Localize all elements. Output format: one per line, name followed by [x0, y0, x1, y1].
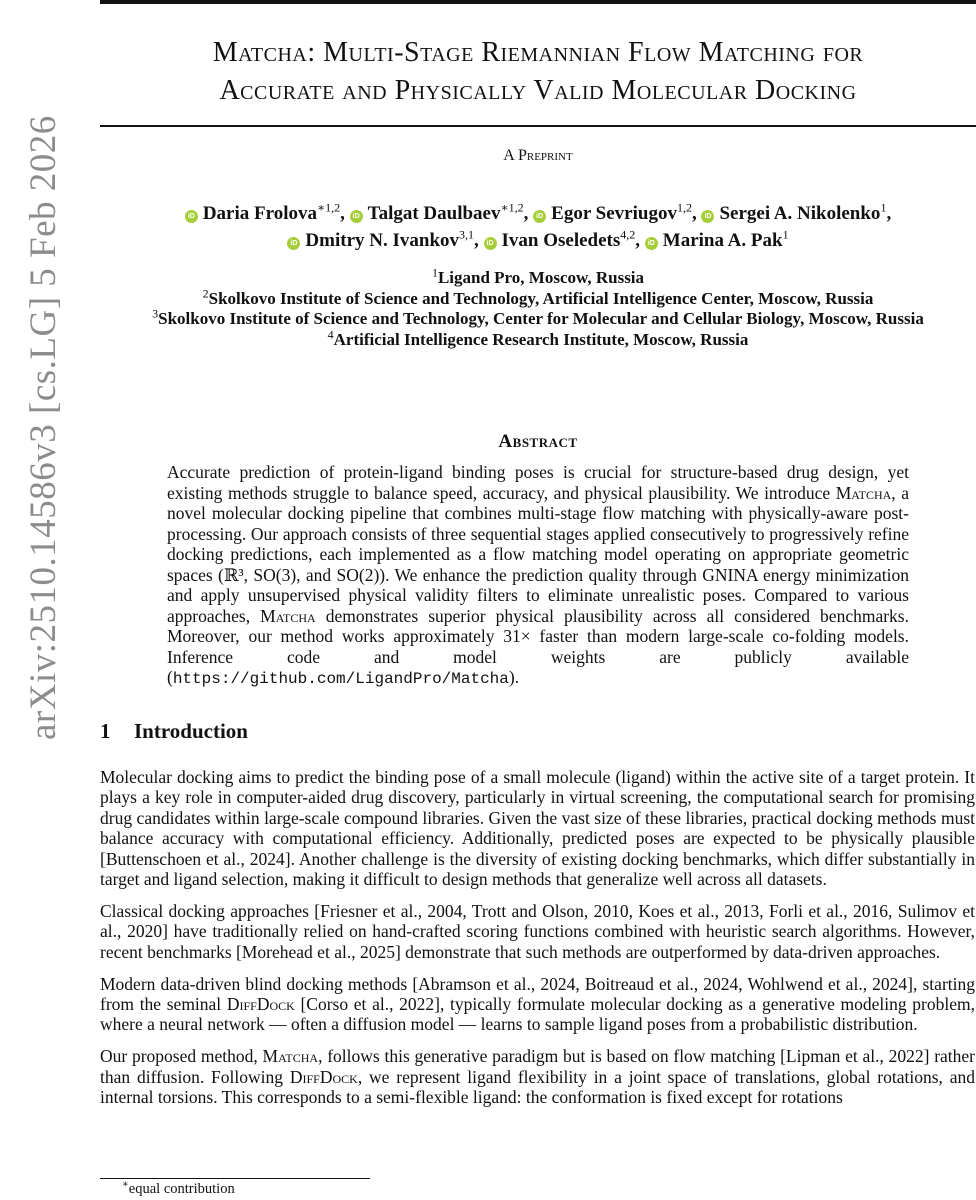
author	[350, 200, 529, 224]
affiliation-text: Ligand Pro, Moscow, Russia	[437, 268, 645, 287]
abstract-text	[167, 462, 909, 690]
orcid-icon[interactable]: iD	[533, 210, 546, 223]
title-top-rule	[100, 0, 976, 4]
author-line-2	[100, 227, 976, 254]
author-affiliation: 3,1	[459, 227, 475, 242]
author	[484, 227, 641, 251]
author-name: Ivan Oseledets	[501, 230, 621, 251]
section-title: Introduction	[134, 719, 248, 743]
author-name: Talgat Daulbaev	[367, 203, 501, 224]
method-name: Matcha	[260, 605, 316, 626]
footnote-rule	[100, 1178, 370, 1179]
paragraph	[100, 1046, 975, 1107]
affiliation-number: 1	[431, 265, 438, 280]
author-separator: ,	[691, 203, 697, 224]
author-separator: ,	[340, 203, 345, 224]
affiliation	[100, 306, 976, 330]
author-name: Egor Sevriugov	[551, 203, 677, 224]
author-separator: ,	[474, 230, 479, 251]
orcid-icon[interactable]: iD	[701, 210, 714, 223]
paragraph-part: , follows this generative paradigm but is based on flow matching [Lipman et al., 2022] rather than diffusion. Following	[100, 1046, 975, 1087]
title-line-2: Accurate and Physically Valid Molecular Docking	[219, 75, 857, 106]
abstract-part-1: Accurate prediction of protein-ligand binding poses is crucial for structure-based drug design, yet existing methods struggle to balance speed, accuracy, and physical plausibility. We introduce	[167, 462, 909, 503]
paragraph-part: Our proposed method,	[100, 1046, 263, 1067]
author-mark: ∗	[500, 200, 509, 215]
paragraph: Molecular docking aims to predict the binding pose of a small molecule (ligand) within the active site of a target protein. It plays a key role in computer-aided drug discovery, particularly in virtual screening, the computational search for promising drug candidates within large-scale compound libraries. Given the vast size of these libraries, practical docking methods must balance accuracy with computational efficiency. Additionally, predicted poses are expected to be physically plausible [Buttenschoen et al., 2024]. Another challenge is the diversity of existing docking benchmarks, which differ substantially in target and ligand selection, making it difficult to design methods that generalize well across all datasets.	[100, 767, 975, 890]
affiliation-text: Artificial Intelligence Research Institute, Moscow, Russia	[333, 329, 749, 349]
paper-title	[100, 34, 976, 110]
author-affiliation: 4,2	[620, 227, 636, 242]
section-heading	[100, 719, 248, 744]
introduction-body	[100, 767, 975, 1119]
author-affiliation: 1,2	[325, 200, 341, 215]
author-affiliation: 1	[782, 227, 789, 242]
diffdock-name: DiffDock	[226, 994, 295, 1015]
arxiv-identifier: arXiv:2510.14586v3 [cs.LG] 5 Feb 2026	[23, 115, 64, 740]
section-number: 1	[100, 719, 111, 743]
author-affiliation: 1	[880, 200, 887, 215]
author	[287, 227, 479, 251]
method-name: Matcha	[262, 1046, 319, 1067]
affiliation-number: 3	[152, 306, 159, 321]
paragraph: Classical docking approaches [Friesner et al., 2004, Trott and Olson, 2010, Koes et al., 2013, Forli et al., 2016, Sulimov et al., 2020] have traditionally relied on hand-crafted scoring functions combined with heuristic search algorithms. However, recent benchmarks [Morehead et al., 2025] demonstrate that such methods are outperformed by data-driven approaches.	[100, 900, 975, 962]
author-separator: ,	[523, 203, 529, 224]
author-affiliation: 1,2	[676, 200, 692, 215]
author	[645, 227, 789, 251]
orcid-icon[interactable]: iD	[350, 210, 363, 223]
affiliation-text: Skolkovo Institute of Science and Technology, Artificial Intelligence Center, Moscow, Russia	[208, 288, 874, 308]
repository-link[interactable]: https://github.com/LigandPro/Matcha	[172, 670, 509, 688]
paragraph-part: , we represent ligand flexibility in a joint space of translations, global rotations, and internal torsions. This corresponds to a semi-flexible ligand: the conformation is fixed except for rotations	[100, 1066, 975, 1108]
author-name: Sergei A. Nikolenko	[719, 203, 881, 224]
footnote-mark: ∗	[122, 1179, 129, 1191]
affiliation-number: 4	[327, 326, 334, 341]
orcid-icon[interactable]: iD	[287, 237, 300, 250]
affiliation	[100, 265, 976, 289]
footnote-text: equal contribution	[128, 1181, 235, 1197]
footnote	[122, 1181, 235, 1198]
abstract-part-4: ).	[508, 667, 520, 687]
author	[701, 200, 892, 224]
affiliation	[100, 285, 976, 310]
paragraph-part: Modern data-driven blind docking methods [Abramson et al., 2024, Boitreaud et al., 2024, Wohlwend et al., 2024], starting from the seminal	[100, 973, 975, 1015]
author-name: Daria Frolova	[202, 203, 317, 224]
author-name: Dmitry N. Ivankov	[305, 230, 460, 251]
author-name: Marina A. Pak	[662, 230, 783, 251]
author	[185, 200, 345, 224]
author	[533, 200, 697, 224]
orcid-icon[interactable]: iD	[645, 237, 658, 250]
author-mark: ∗	[316, 200, 326, 215]
abstract-part-2: , a novel molecular docking pipeline that combines multi-stage flow matching with physically-aware post-processing. Our approach consists of three sequential stages applied consecutively to progressively refine docking predictions, each implemented as a flow matching model operating on appropriate geometric spaces (ℝ³, SO(3), and SO(2)). We enhance the prediction quality through GNINA energy minimization and apply unsupervised physical validity filters to eliminate unrealistic poses. Compared to various approaches,	[167, 482, 909, 626]
paragraph-part: [Corso et al., 2022], typically formulate molecular docking as a generative modeling problem, where a neural network — often a diffusion model — learns to sample ligand poses from a probabilistic distribution.	[100, 994, 976, 1035]
paragraph	[100, 974, 975, 1035]
preprint-label: A Preprint	[503, 147, 573, 164]
author-line-1	[100, 200, 976, 227]
method-name: Matcha	[835, 482, 892, 503]
abstract-heading: Abstract	[498, 431, 578, 452]
author-separator: ,	[635, 230, 641, 251]
author-affiliation: 1,2	[508, 200, 524, 215]
abstract-part-3: demonstrates superior physical plausibility across all considered benchmarks. Moreover, our method works approximately 31× faster than modern large-scale co-folding models. Inference code and model weights are publicly available (	[167, 605, 909, 687]
orcid-icon[interactable]: iD	[484, 237, 497, 250]
title-line-1: Matcha: Multi-Stage Riemannian Flow Matching for	[212, 37, 864, 68]
affiliation	[100, 326, 976, 351]
affiliation-number: 2	[202, 285, 209, 300]
author-list	[100, 200, 976, 254]
affiliation-text: Skolkovo Institute of Science and Technology, Center for Molecular and Cellular Biology, Moscow, Russia	[158, 309, 924, 328]
title-bottom-rule	[100, 125, 976, 127]
diffdock-name: DiffDock	[289, 1066, 358, 1087]
author-separator: ,	[886, 203, 892, 224]
orcid-icon[interactable]: iD	[185, 210, 198, 223]
affiliation-list	[100, 265, 976, 350]
